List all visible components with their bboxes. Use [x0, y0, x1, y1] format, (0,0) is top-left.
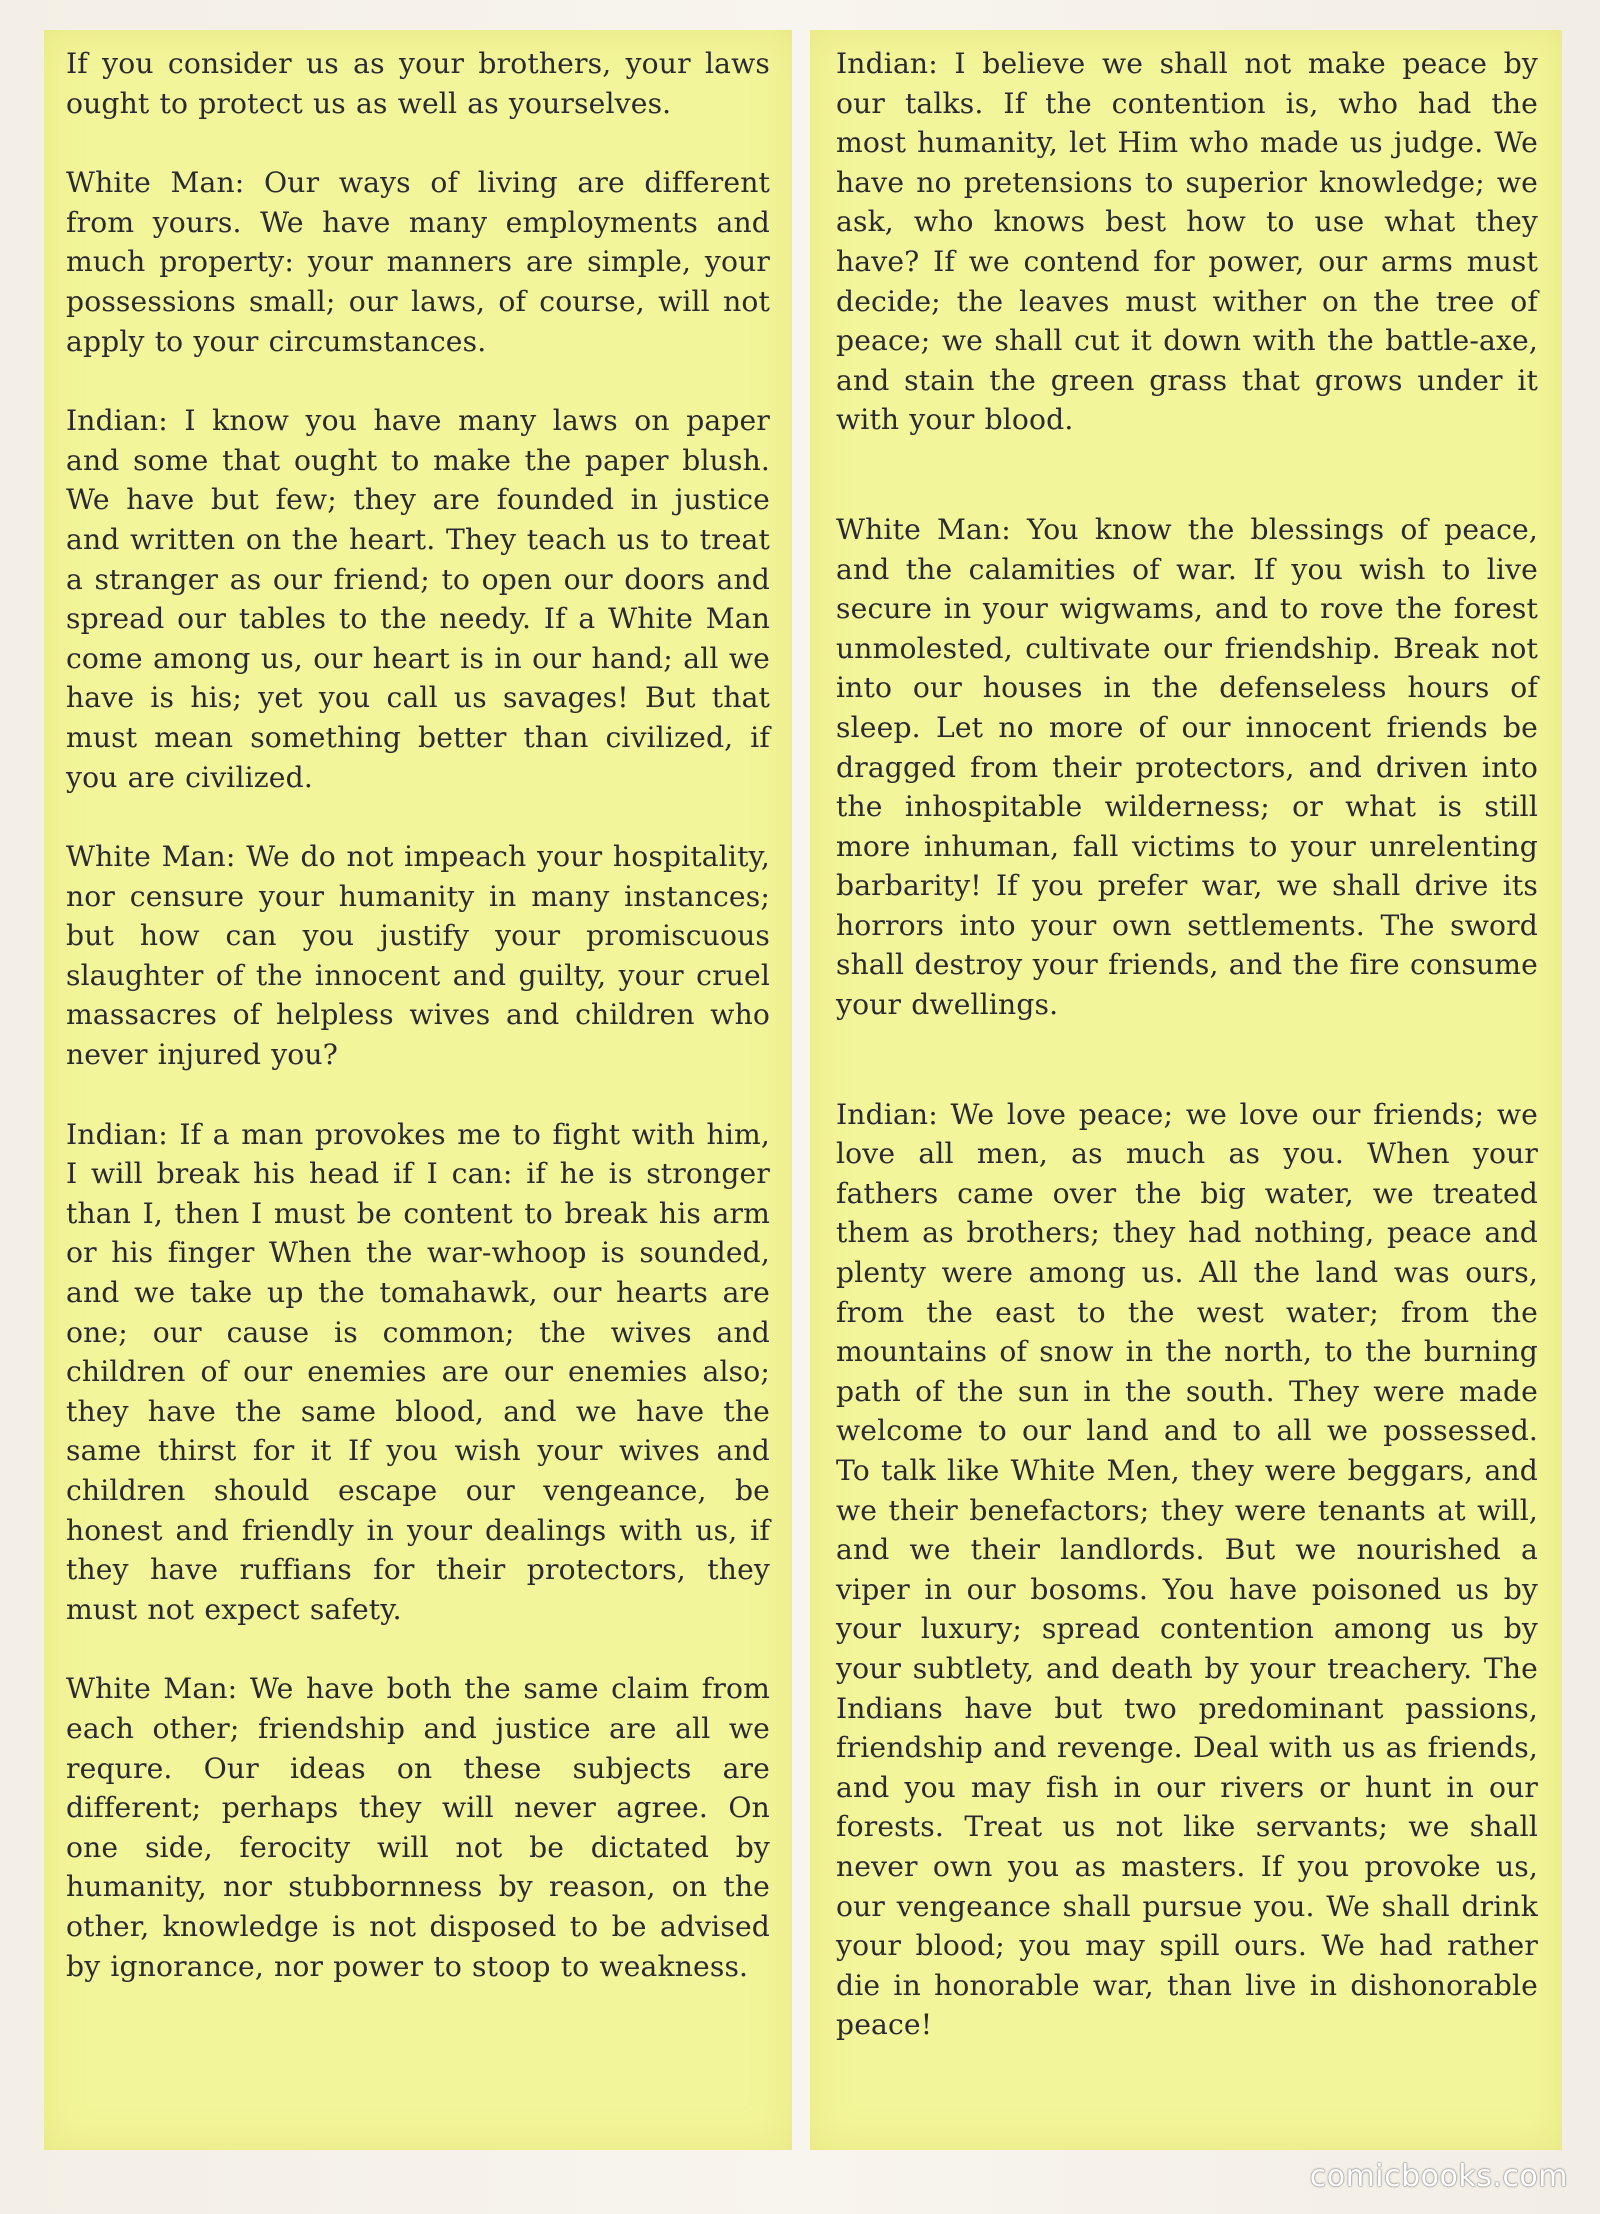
paragraph: If you consider us as your brothers, your laws ought to protect us as well as yourselves. — [66, 47, 770, 120]
paragraph: White Man: We do not impeach your hospitality, nor censure your humanity in many instances; but how can you justify your promiscuous slaughter of the innocent and guilty, your cruel massacres of helpless wives and children who never injured you? — [66, 840, 770, 1072]
right-text-column — [810, 30, 1562, 2150]
paragraph: White Man: You know the blessings of peace, and the calamities of war. If you wish to live secure in your wigwams, and to rove the forest unmolested, cultivate our friendship. Break not into our houses in the defenseless hours of sleep. Let no more of our innocent friends be dragged from their protectors, and driven into the inhospitable wilderness; or what is still more inhuman, fall victims to your unrelenting barbarity! If you prefer war, we shall drive its horrors into your own settlements. The sword shall destroy your friends, and the fire consume your dwellings. — [836, 512, 1538, 1022]
paragraph: Indian: I know you have many laws on paper and some that ought to make the paper blush. We have but few; they are founded in justice and written on the heart. They teach us to treat a stranger as our friend; to open our doors and spread our tables to the needy. If a White Man come among us, our heart is in our hand; all we have is his; yet you call us savages! But that must mean something better than civilized, if you are civilized. — [66, 404, 770, 794]
site-watermark: comicbooks.com — [1309, 2159, 1568, 2194]
paragraph: White Man: Our ways of living are different from yours. We have many employments and much property: your manners are simple, your possessions small; our laws, of course, will not apply to your circumstances. — [66, 166, 770, 358]
paragraph: Indian: If a man provokes me to fight with him, I will break his head if I can: if he is stronger than I, then I must be content to break his arm or his finger When the war-whoop is sounded, and we take up the tomahawk, our hearts are one; our cause is common; the wives and children of our enemies are our enemies also; they have the same blood, and we have the same thirst for it If you wish your wives and children should escape our vengeance, be honest and friendly in your dealings with us, if they have ruffians for their protectors, they must not expect safety. — [66, 1117, 770, 1626]
paragraph: Indian: I believe we shall not make peace by our talks. If the contention is, who had the most humanity, let Him who made us judge. We have no pretensions to superior knowledge; we ask, who knows best how to use what they have? If we contend for power, our arms must decide; the leaves must wither on the tree of peace; we shall cut it down with the battle-axe, and stain the green grass that grows under it with your blood. — [836, 47, 1538, 437]
left-text-column — [44, 30, 792, 2150]
paragraph: White Man: We have both the same claim from each other; friendship and justice are all we requre. Our ideas on these subjects are different; perhaps they will never agree. On one side, ferocity will not be dictated by humanity, nor stubbornness by reason, on the other, knowledge is not disposed to be advised by ignorance, nor power to stoop to weakness. — [66, 1672, 770, 1983]
paragraph: Indian: We love peace; we love our friends; we love all men, as much as you. When your fathers came over the big water, we treated them as brothers; they had nothing, peace and plenty were among us. All the land was ours, from the east to the west water; from the mountains of snow in the north, to the burning path of the sun in the south. They were made welcome to our land and to all we possessed. To talk like White Men, they were beggars, and we their benefactors; they were tenants at will, and we their landlords. But we nourished a viper in our bosoms. You have poisoned us by your luxury; spread contention among us by your subtlety, and death by your treachery. The Indians have but two predominant passions, friendship and revenge. Deal with us as friends, and you may fish in our rivers or hunt in our forests. Treat us not like servants; we shall never own you as masters. If you provoke us, our vengeance shall pursue you. We shall drink your blood; you may spill ours. We had rather die in honorable war, than live in dishonorable peace! — [836, 1097, 1538, 2042]
